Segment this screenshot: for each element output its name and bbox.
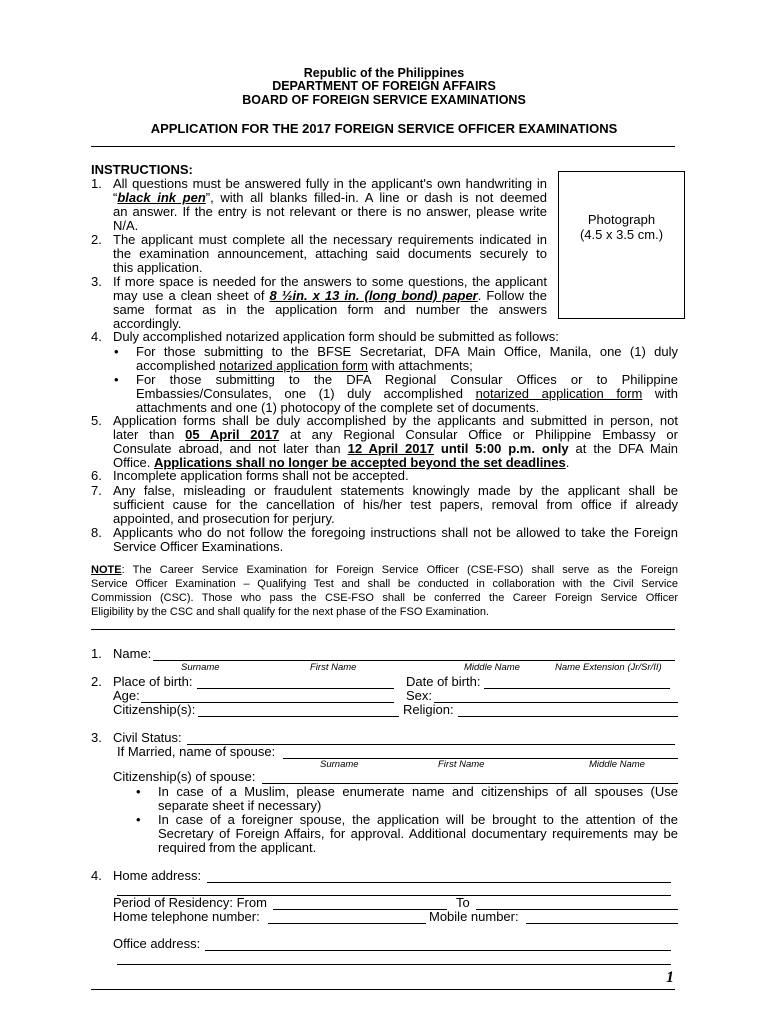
office-address-field-2[interactable]	[117, 964, 671, 965]
note-divider	[91, 629, 675, 630]
sex-field[interactable]	[434, 702, 678, 703]
page-number: 1	[666, 969, 674, 986]
header-republic: Republic of the Philippines	[303, 66, 465, 80]
mobile-number-label: Mobile number:	[429, 909, 519, 924]
home-telephone-label: Home telephone number:	[113, 909, 260, 924]
residency-from-field[interactable]	[273, 909, 447, 910]
photograph-size: (4.5 x 3.5 cm.)	[579, 227, 664, 242]
spouse-citizenship-label: Citizenship(s) of spouse:	[113, 769, 256, 784]
header-department: DEPARTMENT OF FOREIGN AFFAIRS	[272, 79, 496, 93]
instruction-line: Incomplete application forms shall not be accepted.	[113, 468, 409, 483]
name-label: Name:	[113, 646, 152, 661]
residency-from-label: Period of Residency: From	[113, 895, 267, 910]
instruction-line: this application.	[113, 260, 203, 275]
age-label: Age:	[113, 688, 140, 703]
mobile-number-field[interactable]	[526, 923, 678, 924]
form-title: APPLICATION FOR THE 2017 FOREIGN SERVICE OFFICER EXAMINATIONS	[150, 121, 618, 136]
instruction-line: same format as in the application form and number the answers	[113, 302, 547, 317]
date-of-birth-field[interactable]	[484, 688, 670, 689]
item-number: 2.	[91, 232, 102, 247]
question-number: 3.	[91, 730, 102, 745]
footer-divider	[91, 989, 675, 990]
item-number: 3.	[91, 274, 102, 289]
office-address-field[interactable]	[205, 950, 671, 951]
item-number: 8.	[91, 525, 102, 540]
spouse-note-line: separate sheet if necessary)	[158, 798, 322, 813]
note-line: Eligibility by the CSC and shall qualify for the next phase of the FSO Examination.	[91, 606, 490, 618]
header-divider	[91, 146, 675, 147]
instruction-line: sufficient cause for the cancellation of his/her test papers, removal from office if already	[113, 497, 678, 512]
item-number: 4.	[91, 329, 102, 344]
spouse-name-label: If Married, name of spouse:	[117, 744, 276, 759]
note-line: Service Officer Examination – Qualifying Test and shall be conducted in collaboration with the Civil Service	[91, 578, 678, 590]
photograph-label: Photograph	[587, 212, 656, 227]
religion-field[interactable]	[458, 716, 678, 717]
question-number: 2.	[91, 674, 102, 689]
place-of-birth-label: Place of birth:	[113, 674, 193, 689]
home-telephone-field[interactable]	[268, 923, 426, 924]
citizenship-label: Citizenship(s):	[113, 702, 196, 717]
item-number: 7.	[91, 483, 102, 498]
residency-to-label: To	[456, 895, 470, 910]
caption-spouse-middle-name: Middle Name	[589, 759, 645, 770]
instructions-heading: INSTRUCTIONS:	[91, 162, 193, 177]
instruction-line: attachments and one (1) photocopy of the complete set of documents.	[136, 400, 540, 415]
spouse-note-bullet: • In case of a foreigner spouse, the application will be brought to the attention of the	[158, 813, 678, 827]
caption-middle-name: Middle Name	[464, 662, 520, 673]
header-board: BOARD OF FOREIGN SERVICE EXAMINATIONS	[242, 93, 526, 107]
religion-label: Religion:	[403, 702, 454, 717]
home-address-label: Home address:	[113, 868, 202, 883]
instruction-line: accordingly.	[113, 316, 182, 331]
caption-spouse-first-name: First Name	[438, 759, 485, 770]
spouse-note-line: required from the applicant.	[158, 840, 317, 855]
instruction-line: The applicant must complete all the necessary requirements indicated in	[113, 232, 547, 247]
note-line: Commission (CSC). Those who pass the CSE-FSO shall be conferred the Career Foreign Service Officer	[91, 592, 678, 604]
instruction-line: an answer. If the entry is not relevant or there is no answer, please write	[113, 204, 547, 219]
citizenship-field[interactable]	[198, 716, 399, 717]
instruction-line: appointed, and prosecution for perjury.	[113, 511, 335, 526]
office-address-label: Office address:	[113, 936, 201, 951]
spouse-note-line: Secretary of Foreign Affairs, for approval. Additional documentary requirements may be	[158, 826, 678, 841]
instruction-line: later than 05 April 2017 at any Regional Consular Office or Philippine Embassy or	[113, 427, 678, 442]
note-line: NOTE: The Career Service Examination for Foreign Service Officer (CSE-FSO) shall serve as the Foreign	[91, 564, 678, 576]
caption-surname: Surname	[181, 662, 220, 673]
instruction-line: Service Officer Examinations.	[113, 539, 284, 554]
instruction-line: N/A.	[113, 218, 139, 233]
caption-first-name: First Name	[310, 662, 357, 673]
sex-label: Sex:	[406, 688, 433, 703]
question-number: 4.	[91, 868, 102, 883]
instruction-line: Embassies/Consulates, one (1) duly accomplished notarized application form with	[136, 386, 679, 401]
instruction-line: Consulate abroad, and not later than 12 April 2017 until 5:00 p.m. only at the DFA Main	[113, 441, 679, 456]
instruction-line: may use a clean sheet of 8 ½in. x 13 in. (long bond) paper. Follow the	[113, 288, 547, 303]
instruction-line: the examination announcement, attaching said documents securely to	[113, 246, 547, 261]
question-number: 1.	[91, 646, 102, 661]
home-address-field[interactable]	[207, 882, 671, 883]
instruction-bullet: • For those submitting to the BFSE Secretariat, DFA Main Office, Manila, one (1) duly	[136, 345, 678, 359]
instruction-line: All questions must be answered fully in the applicant's own handwriting in	[113, 176, 547, 191]
instruction-line: accomplished notarized application form with attachments;	[136, 358, 473, 373]
instruction-bullet: • For those submitting to the DFA Regional Consular Offices or to Philippine	[136, 373, 678, 387]
instruction-line: Application forms shall be duly accomplished by the applicants and submitted in person, not	[113, 413, 678, 428]
item-number: 6.	[91, 468, 102, 483]
civil-status-label: Civil Status:	[113, 730, 182, 745]
instruction-line: Duly accomplished notarized application form should be submitted as follows:	[113, 329, 559, 344]
photograph-box	[558, 171, 685, 319]
item-number: 1.	[91, 176, 102, 191]
caption-name-extension: Name Extension (Jr/Sr/II)	[555, 662, 662, 673]
place-of-birth-field[interactable]	[197, 688, 394, 689]
instruction-line: Any false, misleading or fraudulent statements knowingly made by the applicant shall be	[113, 483, 678, 498]
instruction-line: Office. Applications shall no longer be accepted beyond the set deadlines.	[113, 455, 570, 470]
instruction-line: If more space is needed for the answers to some questions, the applicant	[113, 274, 547, 289]
item-number: 5.	[91, 413, 102, 428]
date-of-birth-label: Date of birth:	[406, 674, 481, 689]
caption-spouse-surname: Surname	[320, 759, 359, 770]
spouse-note-bullet: • In case of a Muslim, please enumerate name and citizenships of all spouses (Use	[158, 785, 678, 799]
name-field[interactable]	[153, 660, 675, 661]
instruction-line: “black ink pen”, with all blanks filled-in. A line or dash is not deemed	[113, 190, 547, 205]
instruction-line: Applicants who do not follow the foregoing instructions shall not be allowed to take the Foreign	[113, 525, 678, 540]
